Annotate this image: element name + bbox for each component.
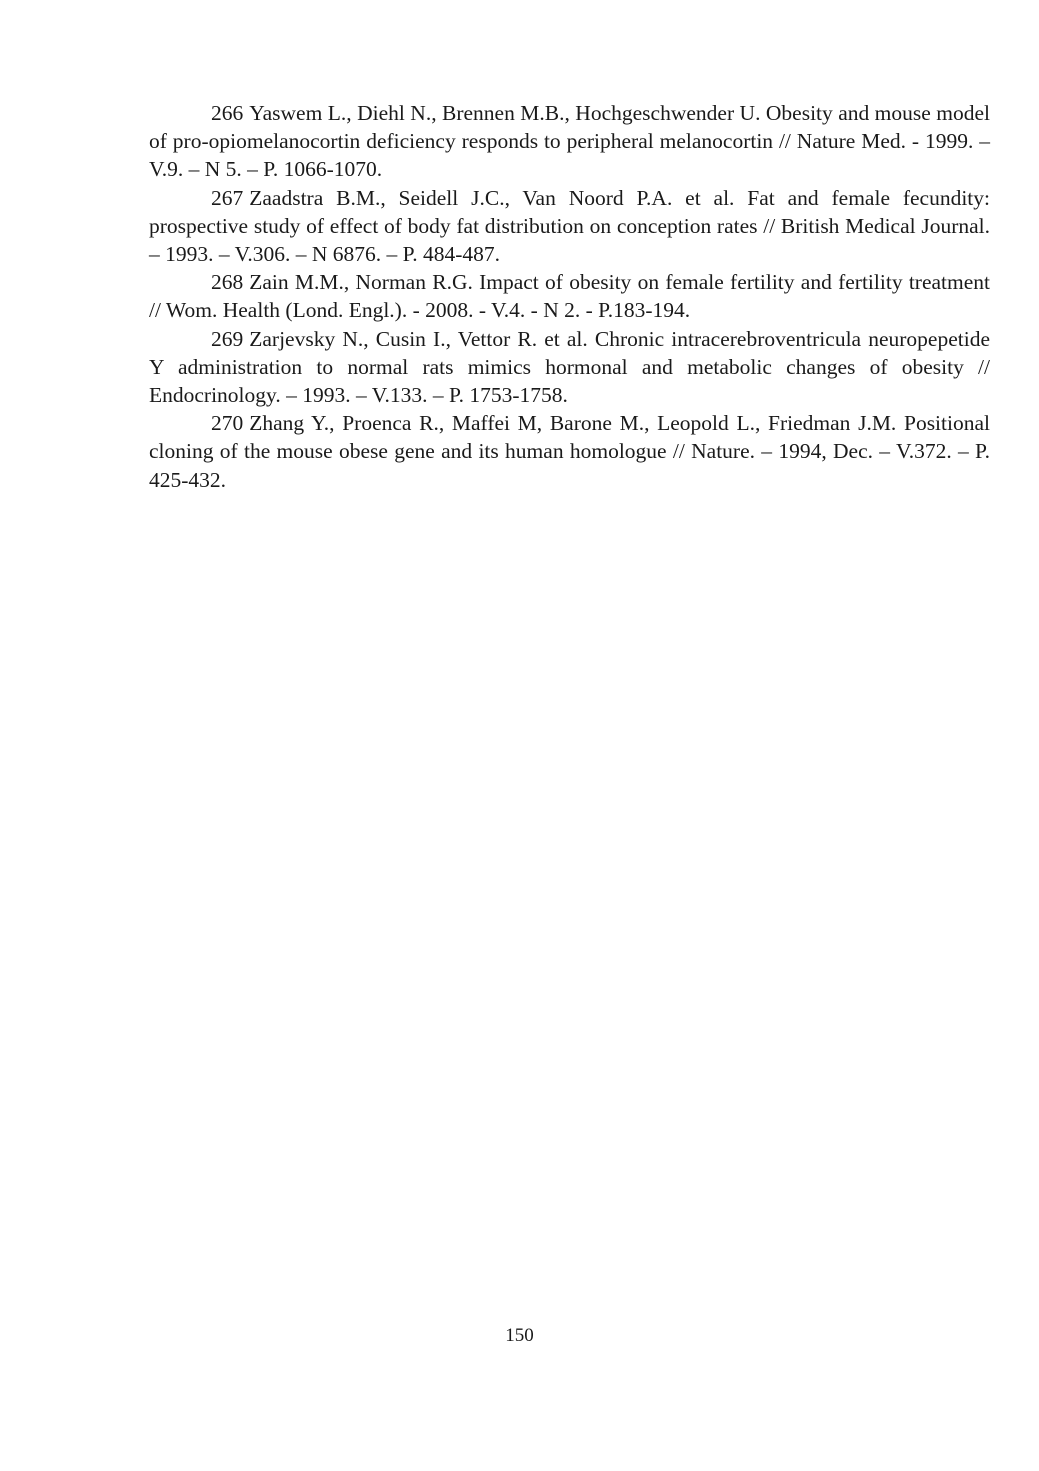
reference-text: Yaswem L., Diehl N., Brennen M.B., Hochgeschwender U. Obesity and mouse model of pro-opiomelanocortin deficiency responds to peripheral melanocortin // Nature Med. - 1999. – V.9. – N 5. – P. 1066-1070. <box>149 101 990 182</box>
reference-number: 266 <box>211 101 244 125</box>
reference-item-268 <box>149 268 990 324</box>
reference-number: 268 <box>211 270 244 295</box>
reference-item-266 <box>149 99 990 184</box>
reference-number: 269 <box>211 326 244 351</box>
reference-list <box>149 99 990 494</box>
reference-item-267 <box>149 184 990 269</box>
reference-number: 270 <box>211 411 244 436</box>
reference-text: Zarjevsky N., Cusin I., Vettor R. et al. Chronic intracerebroventricula neuropepetide Y administration to normal rats mimics hormonal and metabolic changes of obesity // Endocrinology. – 1993. – V.133. – P. 1753-1758. <box>149 326 990 408</box>
reference-item-270 <box>149 409 990 494</box>
reference-item-269 <box>149 325 990 410</box>
reference-text: Zhang Y., Proenca R., Maffei M, Barone M., Leopold L., Friedman J.M. Positional cloning of the mouse obese gene and its human homologue // Nature. – 1994, Dec. – V.372. – P. 425-432. <box>149 411 990 492</box>
reference-number: 267 <box>211 185 244 210</box>
reference-text: Zain M.M., Norman R.G. Impact of obesity on female fertility and fertility treatment // Wom. Health (Lond. Engl.). - 2008. - V.4. - N 2. - P.183-194. <box>149 270 990 323</box>
reference-text: Zaadstra B.M., Seidell J.C., Van Noord P.A. et al. Fat and female fecundity: prospective study of effect of body fat distribution on conception rates // British Medical Journal. – 1993. – V.306. – N 6876. – P. 484-487. <box>149 185 990 267</box>
page-number: 150 <box>505 1325 534 1346</box>
